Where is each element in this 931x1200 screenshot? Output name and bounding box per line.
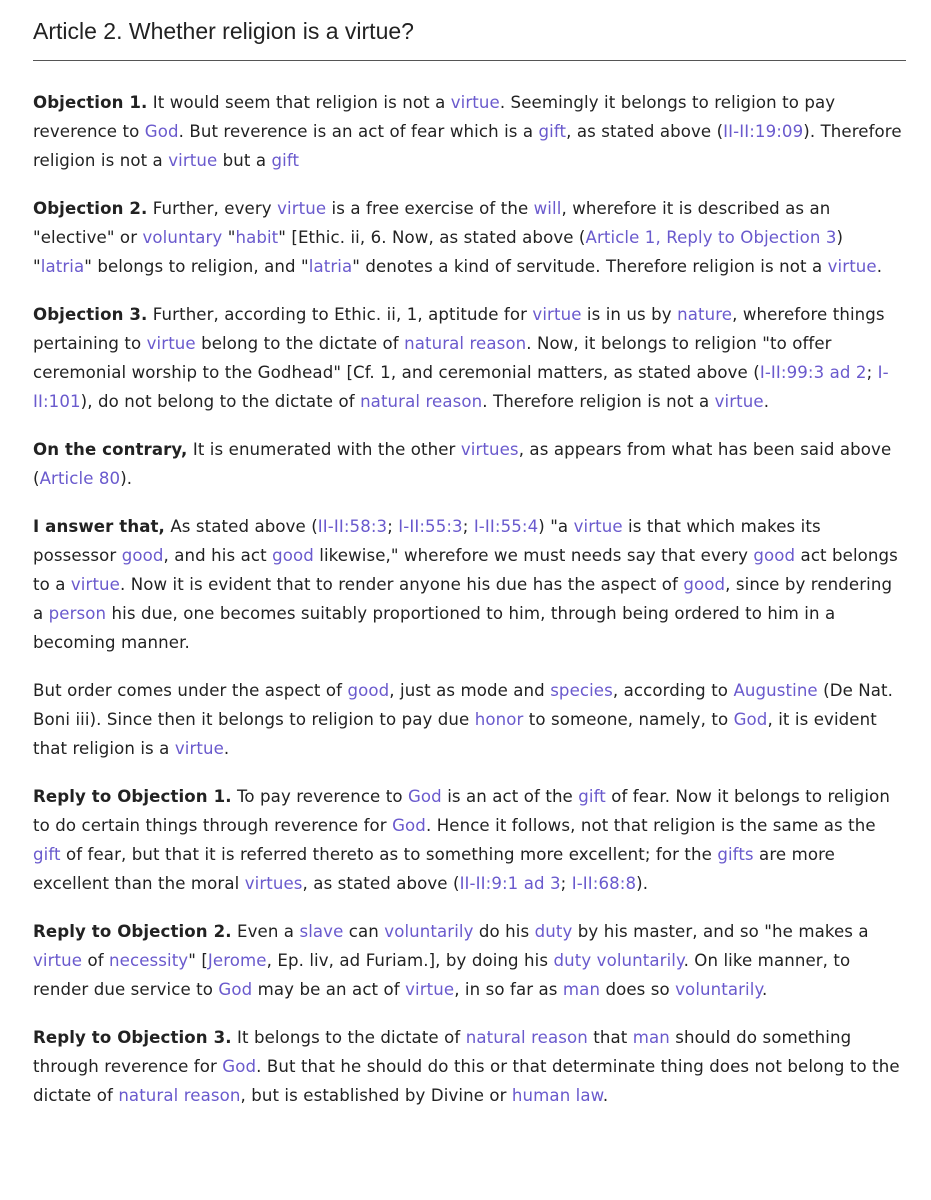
inline-link[interactable]: II-II:9:1 ad 3 xyxy=(459,874,561,893)
inline-link[interactable]: virtue xyxy=(70,575,120,594)
inline-link[interactable]: Article 80 xyxy=(39,469,121,488)
title-divider xyxy=(33,60,906,61)
paragraph-reply-objection-2 xyxy=(33,917,906,1004)
text-run: , in so far as xyxy=(454,980,563,999)
text-run: , since by rendering a xyxy=(33,575,893,623)
text-run: . xyxy=(876,257,883,276)
inline-link[interactable]: natural reason xyxy=(465,1028,588,1047)
inline-link[interactable]: natural reason xyxy=(404,334,527,353)
inline-link[interactable]: Jerome xyxy=(207,951,267,970)
text-run: . Now it is evident that to render anyone his due has the aspect of xyxy=(119,575,684,594)
inline-link[interactable]: virtue xyxy=(714,392,764,411)
text-run: ) " xyxy=(33,228,844,276)
inline-link[interactable]: person xyxy=(48,604,107,623)
inline-link[interactable]: virtues xyxy=(460,440,519,459)
inline-link[interactable]: latria xyxy=(40,257,85,276)
paragraph-reply-objection-3 xyxy=(33,1023,906,1110)
inline-link[interactable]: gifts xyxy=(717,845,754,864)
text-run: . xyxy=(602,1086,609,1105)
inline-link[interactable]: God xyxy=(733,710,768,729)
text-run: Even a xyxy=(231,922,300,941)
paragraph-reply-objection-1 xyxy=(33,782,906,898)
text-run: . xyxy=(763,392,770,411)
inline-link[interactable]: virtue xyxy=(174,739,224,758)
text-run: ; xyxy=(462,517,474,536)
inline-link[interactable]: God xyxy=(392,816,426,835)
paragraph-heading: Reply to Objection 3. xyxy=(33,1028,232,1047)
inline-link[interactable]: gift xyxy=(33,845,61,864)
paragraph-objection-3 xyxy=(33,300,906,416)
paragraph-objection-1 xyxy=(33,88,906,175)
paragraph-heading: Reply to Objection 1. xyxy=(33,787,232,806)
text-run: . Hence it follows, not that religion is the same as the xyxy=(425,816,876,835)
inline-link[interactable]: duty xyxy=(534,922,573,941)
text-run: " [Ethic. ii, 6. Now, as stated above ( xyxy=(278,228,586,247)
text-run: " xyxy=(222,228,236,247)
text-run: act belongs to a xyxy=(33,546,898,594)
text-run: should do something through reverence for xyxy=(33,1028,852,1076)
article-body xyxy=(33,88,906,1110)
text-run: of fear, but that it is referred thereto as to something more excellent; for the xyxy=(60,845,718,864)
inline-link[interactable]: I-II:55:3 xyxy=(398,517,463,536)
text-run: ). Therefore religion is not a xyxy=(33,122,902,170)
inline-link[interactable]: good xyxy=(683,575,726,594)
text-run: is in us by xyxy=(581,305,678,324)
text-run: , as stated above ( xyxy=(566,122,724,141)
paragraph-heading: I answer that, xyxy=(33,517,165,536)
text-run: of fear. Now it belongs to religion to do certain things through reverence for xyxy=(33,787,890,835)
inline-link[interactable]: good xyxy=(753,546,796,565)
text-run: ). xyxy=(120,469,133,488)
inline-link[interactable]: I-II:55:4 xyxy=(473,517,539,536)
text-run: . xyxy=(762,980,768,999)
inline-link[interactable]: good xyxy=(121,546,164,565)
text-run: , according to xyxy=(612,681,734,700)
text-run: , wherefore it is described as an "elective" or xyxy=(33,199,831,247)
inline-link[interactable]: virtue xyxy=(405,980,455,999)
text-run: . But that he should do this or that determinate thing does not belong to the dictate of xyxy=(33,1057,900,1105)
inline-link[interactable]: species xyxy=(550,681,613,700)
paragraph-heading: Reply to Objection 2. xyxy=(33,922,232,941)
text-run: . Now, it belongs to religion "to offer ceremonial worship to the Godhead" [Cf. 1, and ceremonial matters, as stated above ( xyxy=(33,334,832,382)
inline-link[interactable]: God xyxy=(407,787,442,806)
paragraph-objection-2 xyxy=(33,194,906,281)
text-run: It would seem that religion is not a xyxy=(147,93,451,112)
paragraph-on-the-contrary xyxy=(33,435,906,493)
text-run: It belongs to the dictate of xyxy=(231,1028,466,1047)
inline-link[interactable]: God xyxy=(218,980,253,999)
text-run: is a free exercise of the xyxy=(326,199,534,218)
inline-link[interactable]: virtues xyxy=(244,874,303,893)
inline-link[interactable]: honor xyxy=(474,710,524,729)
paragraph-answer-continued xyxy=(33,676,906,763)
inline-link[interactable]: Article 1, Reply to Objection 3 xyxy=(585,228,837,247)
inline-link[interactable]: Augustine xyxy=(733,681,818,700)
inline-link[interactable]: duty xyxy=(553,951,592,970)
inline-link[interactable]: voluntary xyxy=(142,228,223,247)
text-run: , Ep. liv, ad Furiam.], by doing his xyxy=(266,951,554,970)
inline-link[interactable]: habit xyxy=(235,228,279,247)
text-run: , and his act xyxy=(163,546,273,565)
inline-link[interactable]: virtue xyxy=(33,951,83,970)
article-title: Article 2. Whether religion is a virtue? xyxy=(33,18,414,44)
inline-link[interactable]: latria xyxy=(308,257,353,276)
inline-link[interactable]: good xyxy=(347,681,390,700)
inline-link[interactable]: virtue xyxy=(532,305,582,324)
text-run: (De Nat. Boni iii). Since then it belongs to religion to pay due xyxy=(33,681,894,729)
text-run: " denotes a kind of servitude. Therefore religion is not a xyxy=(352,257,828,276)
inline-link[interactable]: virtue xyxy=(168,151,218,170)
inline-link[interactable]: I-II:68:8 xyxy=(571,874,637,893)
text-run: ), do not belong to the dictate of xyxy=(80,392,361,411)
text-run: . Therefore religion is not a xyxy=(482,392,715,411)
text-run: by his master, and so "he makes a xyxy=(572,922,869,941)
text-run: ; xyxy=(387,517,399,536)
text-run: belong to the dictate of xyxy=(195,334,405,353)
inline-link[interactable]: gift xyxy=(578,787,606,806)
text-run: " belongs to religion, and " xyxy=(84,257,309,276)
inline-link[interactable]: gift xyxy=(271,151,300,170)
inline-link[interactable]: human law xyxy=(511,1086,603,1105)
paragraph-heading: Objection 3. xyxy=(33,305,148,324)
inline-link[interactable]: II-II:19:09 xyxy=(723,122,804,141)
paragraph-heading: Objection 2. xyxy=(33,199,148,218)
inline-link[interactable]: voluntarily xyxy=(596,951,684,970)
inline-link[interactable]: man xyxy=(632,1028,670,1047)
inline-link[interactable]: I-II:99:3 ad 2 xyxy=(759,363,867,382)
text-run: ). xyxy=(636,874,649,893)
text-run: Further, according to Ethic. ii, 1, aptitude for xyxy=(147,305,533,324)
text-run: does so xyxy=(600,980,676,999)
inline-link[interactable]: nature xyxy=(677,305,733,324)
inline-link[interactable]: natural reason xyxy=(360,392,483,411)
text-run: To pay reverence to xyxy=(231,787,408,806)
inline-link[interactable]: virtue xyxy=(146,334,196,353)
text-run: do his xyxy=(473,922,535,941)
paragraph-heading: On the contrary, xyxy=(33,440,188,459)
text-run: , it is evident that religion is a xyxy=(33,710,877,758)
text-run: Further, every xyxy=(147,199,278,218)
text-run: can xyxy=(343,922,385,941)
text-run: It is enumerated with the other xyxy=(187,440,461,459)
inline-link[interactable]: I-II:101 xyxy=(33,363,889,411)
inline-link[interactable]: virtue xyxy=(573,517,623,536)
inline-link[interactable]: II-II:58:3 xyxy=(317,517,388,536)
text-run: , just as mode and xyxy=(389,681,551,700)
text-run: that xyxy=(587,1028,633,1047)
text-run: As stated above ( xyxy=(164,517,318,536)
inline-link[interactable]: God xyxy=(144,122,179,141)
text-run: to someone, namely, to xyxy=(523,710,734,729)
text-run: may be an act of xyxy=(252,980,406,999)
text-run: . But reverence is an act of fear which is a xyxy=(178,122,539,141)
inline-link[interactable]: voluntarily xyxy=(384,922,474,941)
paragraph-heading: Objection 1. xyxy=(33,93,148,112)
inline-link[interactable]: virtue xyxy=(827,257,877,276)
inline-link[interactable]: man xyxy=(562,980,601,999)
inline-link[interactable]: natural reason xyxy=(118,1086,241,1105)
text-run: , but is established by Divine or xyxy=(240,1086,512,1105)
text-run: is that which makes its possessor xyxy=(33,517,821,565)
text-run: But order comes under the aspect of xyxy=(33,681,348,700)
inline-link[interactable]: voluntarily xyxy=(675,980,763,999)
text-run: , as appears from what has been said above ( xyxy=(33,440,892,488)
text-run: but a xyxy=(217,151,272,170)
text-run: likewise," wherefore we must needs say that every xyxy=(313,546,754,565)
inline-link[interactable]: slave xyxy=(299,922,344,941)
paragraph-i-answer-that xyxy=(33,512,906,657)
text-run: . On like manner, to render due service to xyxy=(33,951,851,999)
text-run: is an act of the xyxy=(441,787,579,806)
inline-link[interactable]: God xyxy=(222,1057,257,1076)
text-run: . Seemingly it belongs to religion to pay reverence to xyxy=(33,93,836,141)
text-run: ; xyxy=(560,874,572,893)
text-run: , as stated above ( xyxy=(302,874,460,893)
text-run: of xyxy=(82,951,110,970)
inline-link[interactable]: will xyxy=(533,199,562,218)
inline-link[interactable]: virtue xyxy=(450,93,500,112)
inline-link[interactable]: necessity xyxy=(109,951,189,970)
inline-link[interactable]: virtue xyxy=(277,199,327,218)
text-run: . xyxy=(223,739,230,758)
text-run: ) "a xyxy=(538,517,574,536)
inline-link[interactable]: gift xyxy=(538,122,567,141)
text-run: ; xyxy=(866,363,878,382)
text-run: his due, one becomes suitably proportioned to him, through being ordered to him in a becoming manner. xyxy=(33,604,836,652)
text-run: are more excellent than the moral xyxy=(33,845,835,893)
text-run: " [ xyxy=(188,951,208,970)
inline-link[interactable]: good xyxy=(272,546,314,565)
text-run: , wherefore things pertaining to xyxy=(33,305,885,353)
